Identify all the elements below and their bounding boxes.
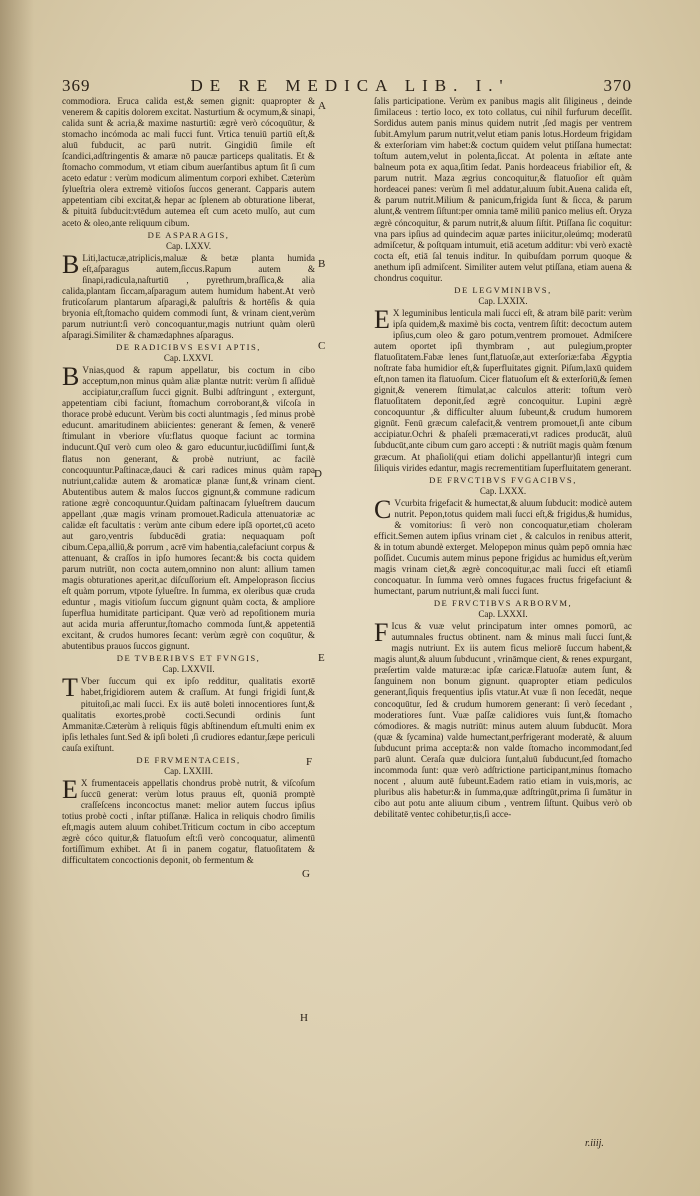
paragraph-text: DE FRVCTIBVS FVGACIBVS, [429,474,577,485]
chapter-heading [374,475,632,486]
chapter-number [374,296,632,307]
text-paragraph [62,774,315,866]
margin-letter-g: G [302,868,310,880]
paragraph-text: Cap. LXXXI. [478,609,528,620]
chapter-number [62,664,315,675]
paragraph-text: DE TVBERIBVS ET FVNGIS, [116,653,261,664]
drop-capital: F [374,618,389,648]
paragraph-text: Vber ſuccum qui ex ipſo redditur, qualitatis exortē habet,frigidiorem autem & craſſum. At fungi frigidi ſunt,& pituitoſi,ac mali ſucci. Ex iis autē boleti innocentiores ſunt,& qualitatis exortes,probè cocti.Secundi ordinis ſunt Ammanitæ.Cæterùm à reliquis fūgis abſtinendum eſt.multi enim ex ipſis lethales ſunt.Sed & ipſi boleti ,ſi crudiores edantur,ſæpe periculi cauſa exiſtunt. [62,676,315,753]
paragraph-text: DE LEGVMINIBVS, [454,284,552,295]
paragraph-text: X leguminibus lenticula mali ſucci eſt, & atram bilē parit: verùm ipſa quidem,& maximè bis cocta, ventrem ſiſtit: decoctum autem ipſius,cum oleo & garo potum,ventrem promouet. Admiſcere autem oportet ipſi thymbram , aut pulegium,propter flatuoſitatem.Fabæ lenes ſunt,flatuoſæ,aut exterſoriæ:faba Ægyptia noſtrate faba humidior eſt,& ſuperfluitates gignit. Piſum,laxū quidem eſt,non tamen ita flatuoſum. Cicer flatuoſum eſt & exterſoriū,& ſemen gignit,& venerem ſtimulat,ac calculos atterit: toſtum verò flatuoſitatem deponit,ſed ægrè concoquitur. Lupini ægrè concoquuntur ,& difficulter aluum ſubeunt,& crudum humorem gignūt. Fenū græcum calefacit,& ventrem promouet,ſi ante cibum accipiatur.Ochri & phaſeli præmacerati,vt radices producāt, aluū ſubducūt,ante cibum cum garo accepti : & nutriūt magis quàm fœnum græcum. At phaſioli(qui etiam dolichi appellantur)ſi integri cum ſiliquis virides edantur, magis recrementitiam ſuperfluitatem generant. [374,307,632,473]
margin-letter-f: F [306,756,313,768]
paragraph-text: Cap. LXXIX. [478,295,528,306]
text-paragraph [62,362,315,652]
drop-capital: E [374,304,390,334]
paragraph-text: Cap. LXXX. [479,485,527,496]
chapter-heading [62,230,315,241]
left-page-number: 369 [62,76,91,95]
drop-capital: B [62,362,80,392]
paragraph-text: Cap. LXXVI. [163,353,214,364]
text-paragraph [62,96,315,229]
drop-capital: C [374,494,392,524]
chapter-number [62,241,315,252]
margin-letter-b: B [318,258,326,270]
text-paragraph [62,249,315,341]
gutter-shadow [0,0,34,1196]
paragraph-text: Icus & vuæ velut principatum inter omnes pomorū, ac autumnales fructus obtinent. nam & minus mali ſucci ſunt,& magis nutriunt. Ex iis autem ficus meliorē ſuccum habent,& magis alunt,& aluum ſubducunt , vrināmque cient, & renes expurgant, præſertim valde maturæ:ac ipſæ caricæ.Flatuoſæ autem ſunt, & ſanguinem non bonum gignunt. quapropter etiam pediculos generant,ſiquis frequentius ipſis vtatur.At vuæ ſi non ſecedāt, neque concoquūtur, ſed & crudum humorem generant: ſi verò ſecedant , moderatiores ſunt. Vuæ paſſæ calidiores vuis ſunt,& ſtomacho cómodiores. & magis nutriūt: minus autem aluum ſubducūt. Mora (quæ & ſycamina) valde humectant,perfrigerant moderatè, & aluum ſubducunt prima accepta:& non valde ſtomacho incommodant,ſed parū alunt. Ceraſa quæ dulciora ſunt,aluū ſubducunt,ſed ſtomacho incommoda ſunt: quæ verò adſtrictione participant,minus ſtomacho nocent , aluum autē ſubeunt.Eadem ratio etiam in vuis,moris, ac pluribus alis habetur:& in ſumma,quæ adſtringūt,prima ſi ſumātur in cibo aut potu ante aliuum cibum , ventrem ſiſtunt. Quibus verò ob debilitatē ventec cohibetur,tis,ſi acce- [374,621,632,819]
right-page-number: 370 [603,76,632,95]
left-column [62,96,315,866]
drop-capital: T [62,673,78,703]
drop-capital: B [62,249,80,279]
paragraph-text: commodiora. Eruca calida est,& semen gignit: quapropter & venerem & capitis dolorem excitat. Nasturtium & ocymum,& sinapi, calida sunt & acria,& maxime nasturtiū: ægrè verò cócoquūtur, & stomacho incómoda ac mali fucci funt. Vrtica tenuiū partiū eſt,& aluū fubducit, ac parū nutrit. Gingidiū ſimile eſt ſcandici,adſtringentis & amaræ nō paucæ particeps qualitatis. Et & ſtomacho commodum, vt etiam cibum auerſantibus aptum ſit ſi cum aceto edatur : verùm modicum alimentum corpori exhibet. Cæterùm ſylueſtria olera extremè vitioſos ſuccos generant. Capparis autem appetentiam cibi excitat,& hepar ac ſplenem ab obturatione liberat, & pituitā ſubducit:vtēdum autemea eſt cum aceto mulſo, aut cum aceto & oleo,ante reliquum cibum. [62,96,315,228]
chapter-heading [62,653,315,664]
paragraph-text: ſalis participatione. Verùm ex panibus magis alit ſiligineus , deinde ſimilaceus : tertio loco, ex toto collatus, cui nihil furfurum deceſſit. Sordidus autem panis minus quidem nutrit ,ſed magis per ventrem ſubit.Amylum parum nutrit,velut etiam panis lotus.Hordeum frigidam & exterſoriam vim habet:& coctum quidem velut ptiſſana humectat: toſtum autem,velut in polenta,ſiccat. At polenta in æſtate ante balneum pota ex aqua,ſitim ſedat. Panis hordeaceus friabilior eſt, & parum nutrit. Maza ægrius concoquitur,& flatuoſior eſt quàm hordeacei panes: verùm ſi mel addatur,aluum ſubit.Auena calida eſt, & parum nutrit.Milium & panicum,frigida ſunt & ſicca, & parum alunt,& ventrem ſiſtunt:per omnia tamē miliū panico melius eſt. Oryza ægrè cóncoquitur, & parum nutrit,& aluum ſiſtit. Ptiſſana ſic coquitur: vna pars ipſius ad quindecim aquæ partes iniicitur,oleúmq; moderatū admiſcetur, & poſtquam intumuit, etiā acetum additur: vbi verò exactè cocta eſt, etiā ſal tenuis inditur. In quibuſdam porrum quoque & anethum ipſi admiſcent. Similiter autem velut ptiſſana, etiam auena & chondrus coquitur. [374,96,632,283]
paragraph-text: Liti,lactucæ,atriplicis,maluæ & betæ planta humida eſt,aſparagus autem,ſiccus.Rapum autem & ſinapi,radicula,naſturtiū , pyrethrum,braſſica,& alia calida,plantam ſiccam,aſparagum autem humidum habent.At verò fruticoſarum plantarum aſparagi,& paluſtris & hortēſis & quia bryonia eſt,ſtomacho quidem commodi ſunt, & vrinam cient,verùm parum nutriunt:ſi verò concoquantur,magis nutriunt quàm olerū aſparagi.Similiter & chamædaphnes aſparagus. [62,252,315,340]
paragraph-text: Cap. LXXIII. [164,765,213,776]
paragraph-text: DE RADICIBVS ESVI APTIS, [116,342,261,353]
paragraph-text: Cap. LXXVII. [162,664,215,675]
right-column [374,96,632,820]
paragraph-text: Vcurbita frigefacit & humectat,& aluum ſubducit: modicè autem nutrit. Pepon,totus quidem mali ſucci eſt,& frigidus,& humidus, & vomitorius: ſi verò non concoquatur,etiam choleram efficit.Semen autem ipſius vrinam ciet , & calculos in renibus atterit, & in totum abundè exterget. Melopepon minus quàm pepō omnia hæc poſſidet. Cucumis autem minus pepone frigidus ac humidus eſt,verùm magis vrinam ciet,& ægrè concoquitur,ac mali ſucci eſt etiamſi concoquatur. In ſumma verò omnes fugaces fructus frigefaciunt & humectant, parum nutriunt,& mali ſucci ſunt. [374,497,632,597]
margin-letter-c: C [318,340,326,352]
paragraph-text: DE FRVMENTACEIS, [136,754,241,765]
margin-letter-h: H [300,1012,308,1024]
paragraph-text: Cap. LXXV. [165,240,212,251]
chapter-number [374,609,632,620]
chapter-heading [374,598,632,609]
text-paragraph [374,618,632,820]
signature-mark: r.iiij. [585,1138,604,1149]
drop-capital: E [62,774,78,804]
chapter-number [62,353,315,364]
paragraph-text: Vnias,quod & rapum appellatur, bis coctum in cibo acceptum,non minus quàm aliæ plantæ nutrit: verùm ſi aſſiduè accipiatur,craſſum ſucci gignit. Bulbi adſtringunt , extergunt, appetentiam cibi faciunt, ſtomachum corroborant,& viſcoſa in thorace probè educunt. Verùm bis cocti aluntmagis , ſed minus probè educunt. amaritudinem abiicientes: generant & ſemen, & venerē ſtimulant in vberiore vſu:flatus quoque faciunt ac tormina inducunt.Quī verò cum oleo & garo educuntur,iucūdiſſimi ſunt,& flatus non generant, & probè nutriunt, ac facilè concoquuntur.Paſtinacæ,dauci & cari radices minus quàm rapa nutriunt,calidæ autem & aromaticæ planæ ſunt,& vrinam cient. Abutentibus autem & malos ſuccos gignunt,& commune radicum ratione ægrè concoquuntur.Quidam paſtinacam ſylueſtrem daucum appellant ,quæ magis vrinam promouet.Radicula attenuatoriæ ac calidæ eſt facultatis : verùm ante cibum edere ipſā oportet,cū aceto aut garo,ventris ſubducēdi gratia: nequaquam poſt cibum.Cepa,alliū,& porrum , acrē vim habentia,calefaciunt corpus & attenuant, & craſſos in ipſo humores ſecant:& bis cocta quidem parum nutriūt, non cocta autem,omnino non alunt: allium tamen magis obturationes aperit,ac diſcuſſorium eſt. Ampeloprason ſiccius eſt quàm porrum, vtpote ſylueſtre. In ſumma, ex oleribus quæ cruda eduntur , magis vitioſum ſuccum gignunt quàm cocta, & ampliore ſuperflua humiditate participant. Quæ verò ad repoſitionem muria aut acida muria afferuntur,ſtomacho commoda ſunt,& appetentiā excitant, & crudos humores ſecant: verùm ægrè con coquūtur, & abutentibus prauos ſuccos gignunt. [62,365,315,652]
text-paragraph [374,304,632,474]
text-paragraph [62,673,315,753]
chapter-number [374,486,632,497]
text-paragraph [374,494,632,597]
paragraph-text: X frumentaceis appellatis chondrus probè nutrit, & viſcoſum ſuccū generat: verùm lotus prauus eſt, quoniā promptè craſſeſcens inconcoctus manet: melior autem ſuccus ipſius totius probè cocti , inſtar ptiſſanæ. Halica in reliquis chodro ſimilis eſt,magis autem aluum cohibet.Triticum coctum in cibo acceptum ægrè cóco quitur,& flatuoſum eſt:ſi verò concoquatur, alimentū fortiſſimum exhibet. At ſi in panem cogatur, flatuoſitatem & difficultatem concoctionis deponit, ob fermentum & [62,777,315,866]
chapter-number [62,766,315,777]
margin-letter-a: A [318,100,326,112]
paragraph-text: DE ASPARAGIS, [147,229,230,240]
running-title: DE RE MEDICA LIB. I.' [190,76,510,95]
margin-letter-d: D [314,468,322,480]
chapter-heading [374,285,632,296]
chapter-heading [62,755,315,766]
paragraph-text: DE FRVCTIBVS ARBORVM, [433,598,573,609]
margin-letter-e: E [318,652,325,664]
chapter-heading [62,342,315,353]
text-paragraph [374,96,632,284]
